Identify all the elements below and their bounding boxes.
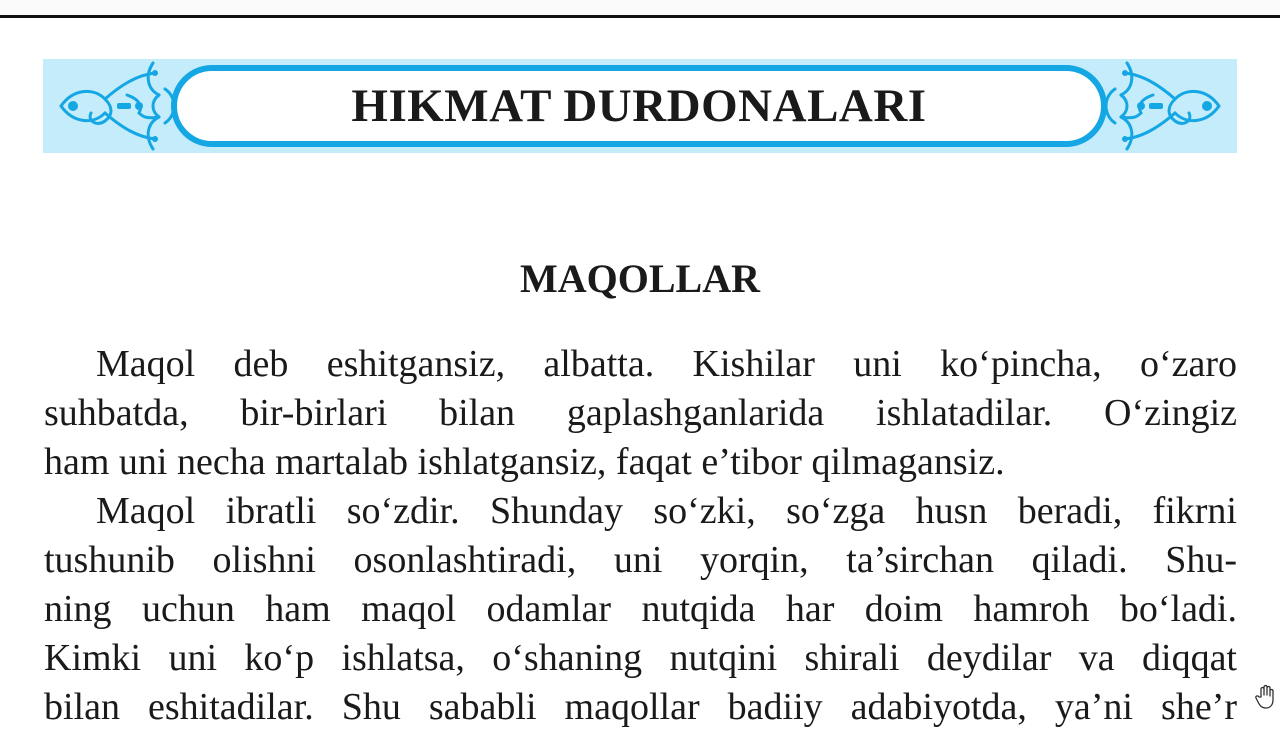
text-line: tushunib olishni osonlashtiradi, uni yorqin, ta’sirchan qiladi. Shu- [44,539,1237,581]
paragraph-2 [44,487,1237,732]
text-line: Maqol deb eshitgansiz, albatta. Kishilar uni ko‘pincha, o‘zaro [96,343,1237,385]
ornament-left-icon [43,59,183,153]
text-line: ning uchun ham maqol odamlar nutqida har doim hamroh bo‘ladi. [44,588,1237,630]
text-line: Kimki uni ko‘p ishlatsa, o‘shaning nutqini shirali deydilar va diqqat [44,637,1237,679]
title-banner [43,59,1237,153]
hand-cursor-icon [1255,684,1277,710]
ornament-right-icon [1097,59,1237,153]
text-line: Maqol ibratli so‘zdir. Shunday so‘zki, so‘zga husn beradi, fikrni [96,490,1237,532]
text-line: bilan eshitadilar. Shu sababli maqollar badiiy adabiyotda, ya’ni she’r [44,686,1237,728]
top-rule [0,0,1280,18]
section-heading: MAQOLLAR [520,256,760,301]
text-line: suhbatda, bir-birlari bilan gaplashganlarida ishlatadilar. O‘zingiz [44,392,1237,434]
banner-title: HIKMAT DURDONALARI [351,80,927,132]
paragraph-1 [44,340,1237,487]
text-line: ham uni necha martalab ishlatgansiz, faqat e’tibor qilmagansiz. [44,441,1005,483]
